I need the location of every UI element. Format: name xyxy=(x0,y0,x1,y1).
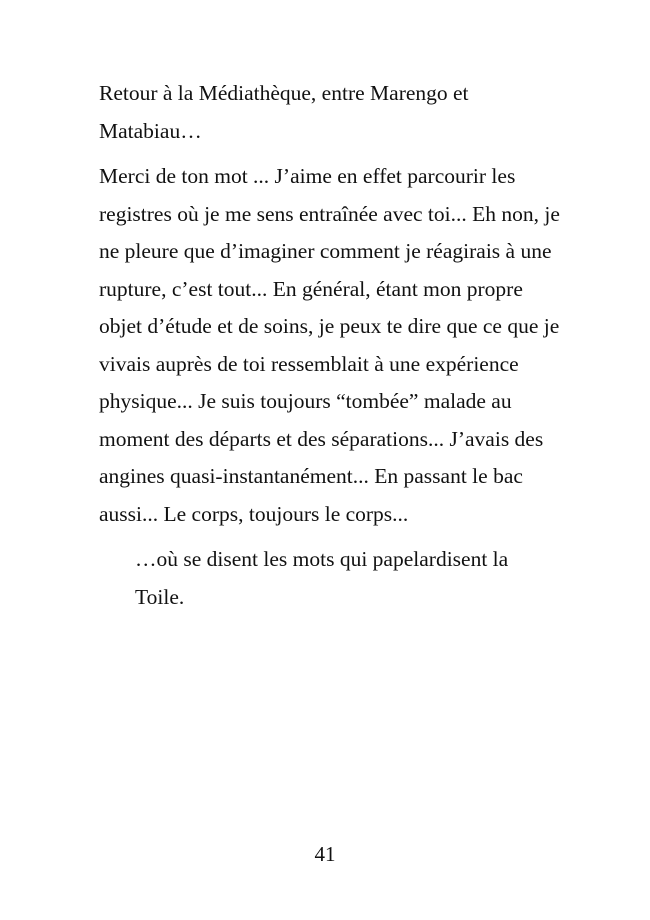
paragraph-heading-note xyxy=(99,75,569,150)
text-line: Toile. xyxy=(135,584,185,609)
text-line: registres où je me sens entraînée avec toi... Eh non, je xyxy=(99,201,560,226)
text-line: Matabiau… xyxy=(99,118,202,143)
text-line: moment des départs et des séparations... J’avais des xyxy=(99,426,544,451)
text-line: aussi... Le corps, toujours le corps... xyxy=(99,501,409,526)
text-line: Retour à la Médiathèque, entre Marengo et xyxy=(99,81,469,105)
paragraph-indented xyxy=(99,541,569,616)
text-line: vivais auprès de toi ressemblait à une expérience xyxy=(99,351,519,376)
text-line: physique... Je suis toujours “tombée” malade au xyxy=(99,389,512,413)
text-line: …où se disent les mots qui papelardisent la xyxy=(135,547,509,571)
text-line: objet d’étude et de soins, je peux te dire que ce que je xyxy=(99,314,560,338)
text-line: Merci de ton mot ... J’aime en effet parcourir les xyxy=(99,164,516,188)
text-line: angines quasi-instantanément... En passant le bac xyxy=(99,464,523,488)
text-line: ne pleure que d’imaginer comment je réagirais à une xyxy=(99,239,552,263)
paragraph-letter xyxy=(99,158,569,533)
body-text xyxy=(99,75,569,616)
page-number: 41 xyxy=(314,842,336,866)
text-line: rupture, c’est tout... En général, étant mon propre xyxy=(99,276,523,301)
